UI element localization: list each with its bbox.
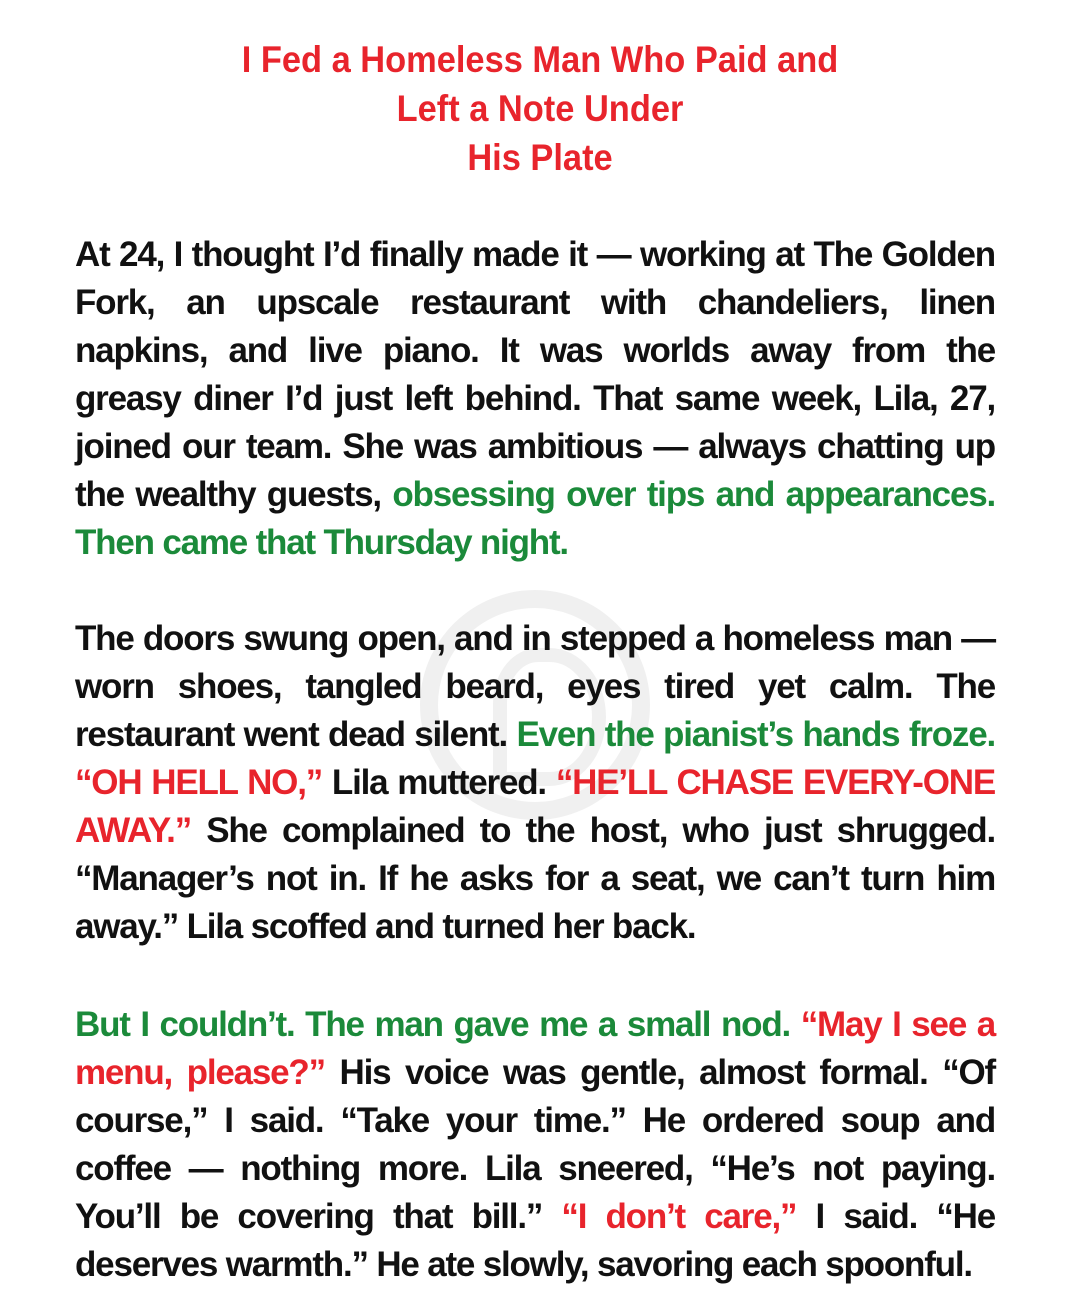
story-title <box>38 35 1042 182</box>
text-run: I said. “He deserves warmth.” He ate slowly, savoring each spoonful. <box>75 1197 995 1284</box>
paragraph-1 <box>75 231 995 567</box>
text-run: The doors swung open, and in stepped a homeless man — worn shoes, tangled beard, eyes tired yet calm. The restaurant went dead silent. <box>75 619 995 754</box>
paragraph-2 <box>75 615 995 951</box>
text-run-highlight: obsessing over tips and appearances. Then came that Thursday night. <box>75 475 995 562</box>
text-run <box>790 1005 801 1044</box>
text-run-highlight: But I couldn’t. The man gave me a small nod. <box>75 1005 791 1044</box>
title-line-3: His Plate <box>467 137 613 178</box>
quote-run: “OH HELL NO,” <box>75 763 323 802</box>
text-run: At 24, I thought I’d finally made it — working at The Golden Fork, an upscale restaurant with chandeliers, linen napkins, and live piano. It was worlds away from the greasy diner I’d just left behind. That same week, Lila, 27, joined our team. She was ambitious — always chatting up the wealthy guests, <box>75 235 995 514</box>
paragraph-3 <box>75 1001 995 1289</box>
text-run: His voice was gentle, almost formal. “Of course,” I said. “Take your time.” He ordered soup and coffee — nothing more. Lila sneered, “He’s not paying. You’ll be covering that bill.” <box>75 1053 995 1236</box>
quote-run: “May I see a menu, please?” <box>75 1005 995 1092</box>
quote-run: “I don’t care,” <box>561 1197 797 1236</box>
quote-run: “HE’LL CHASE EVERY-ONE AWAY.” <box>75 763 995 850</box>
text-run: She complained to the host, who just shrugged. “Manager’s not in. If he asks for a seat, we can’t turn him away.” Lila scoffed and turned her back. <box>75 811 995 946</box>
text-run-highlight: Even the pianist’s hands froze. <box>516 715 995 754</box>
title-line-2: Left a Note Under <box>396 88 684 129</box>
text-run: Lila muttered. <box>322 763 556 802</box>
title-line-1: I Fed a Homeless Man Who Paid and <box>241 39 839 80</box>
